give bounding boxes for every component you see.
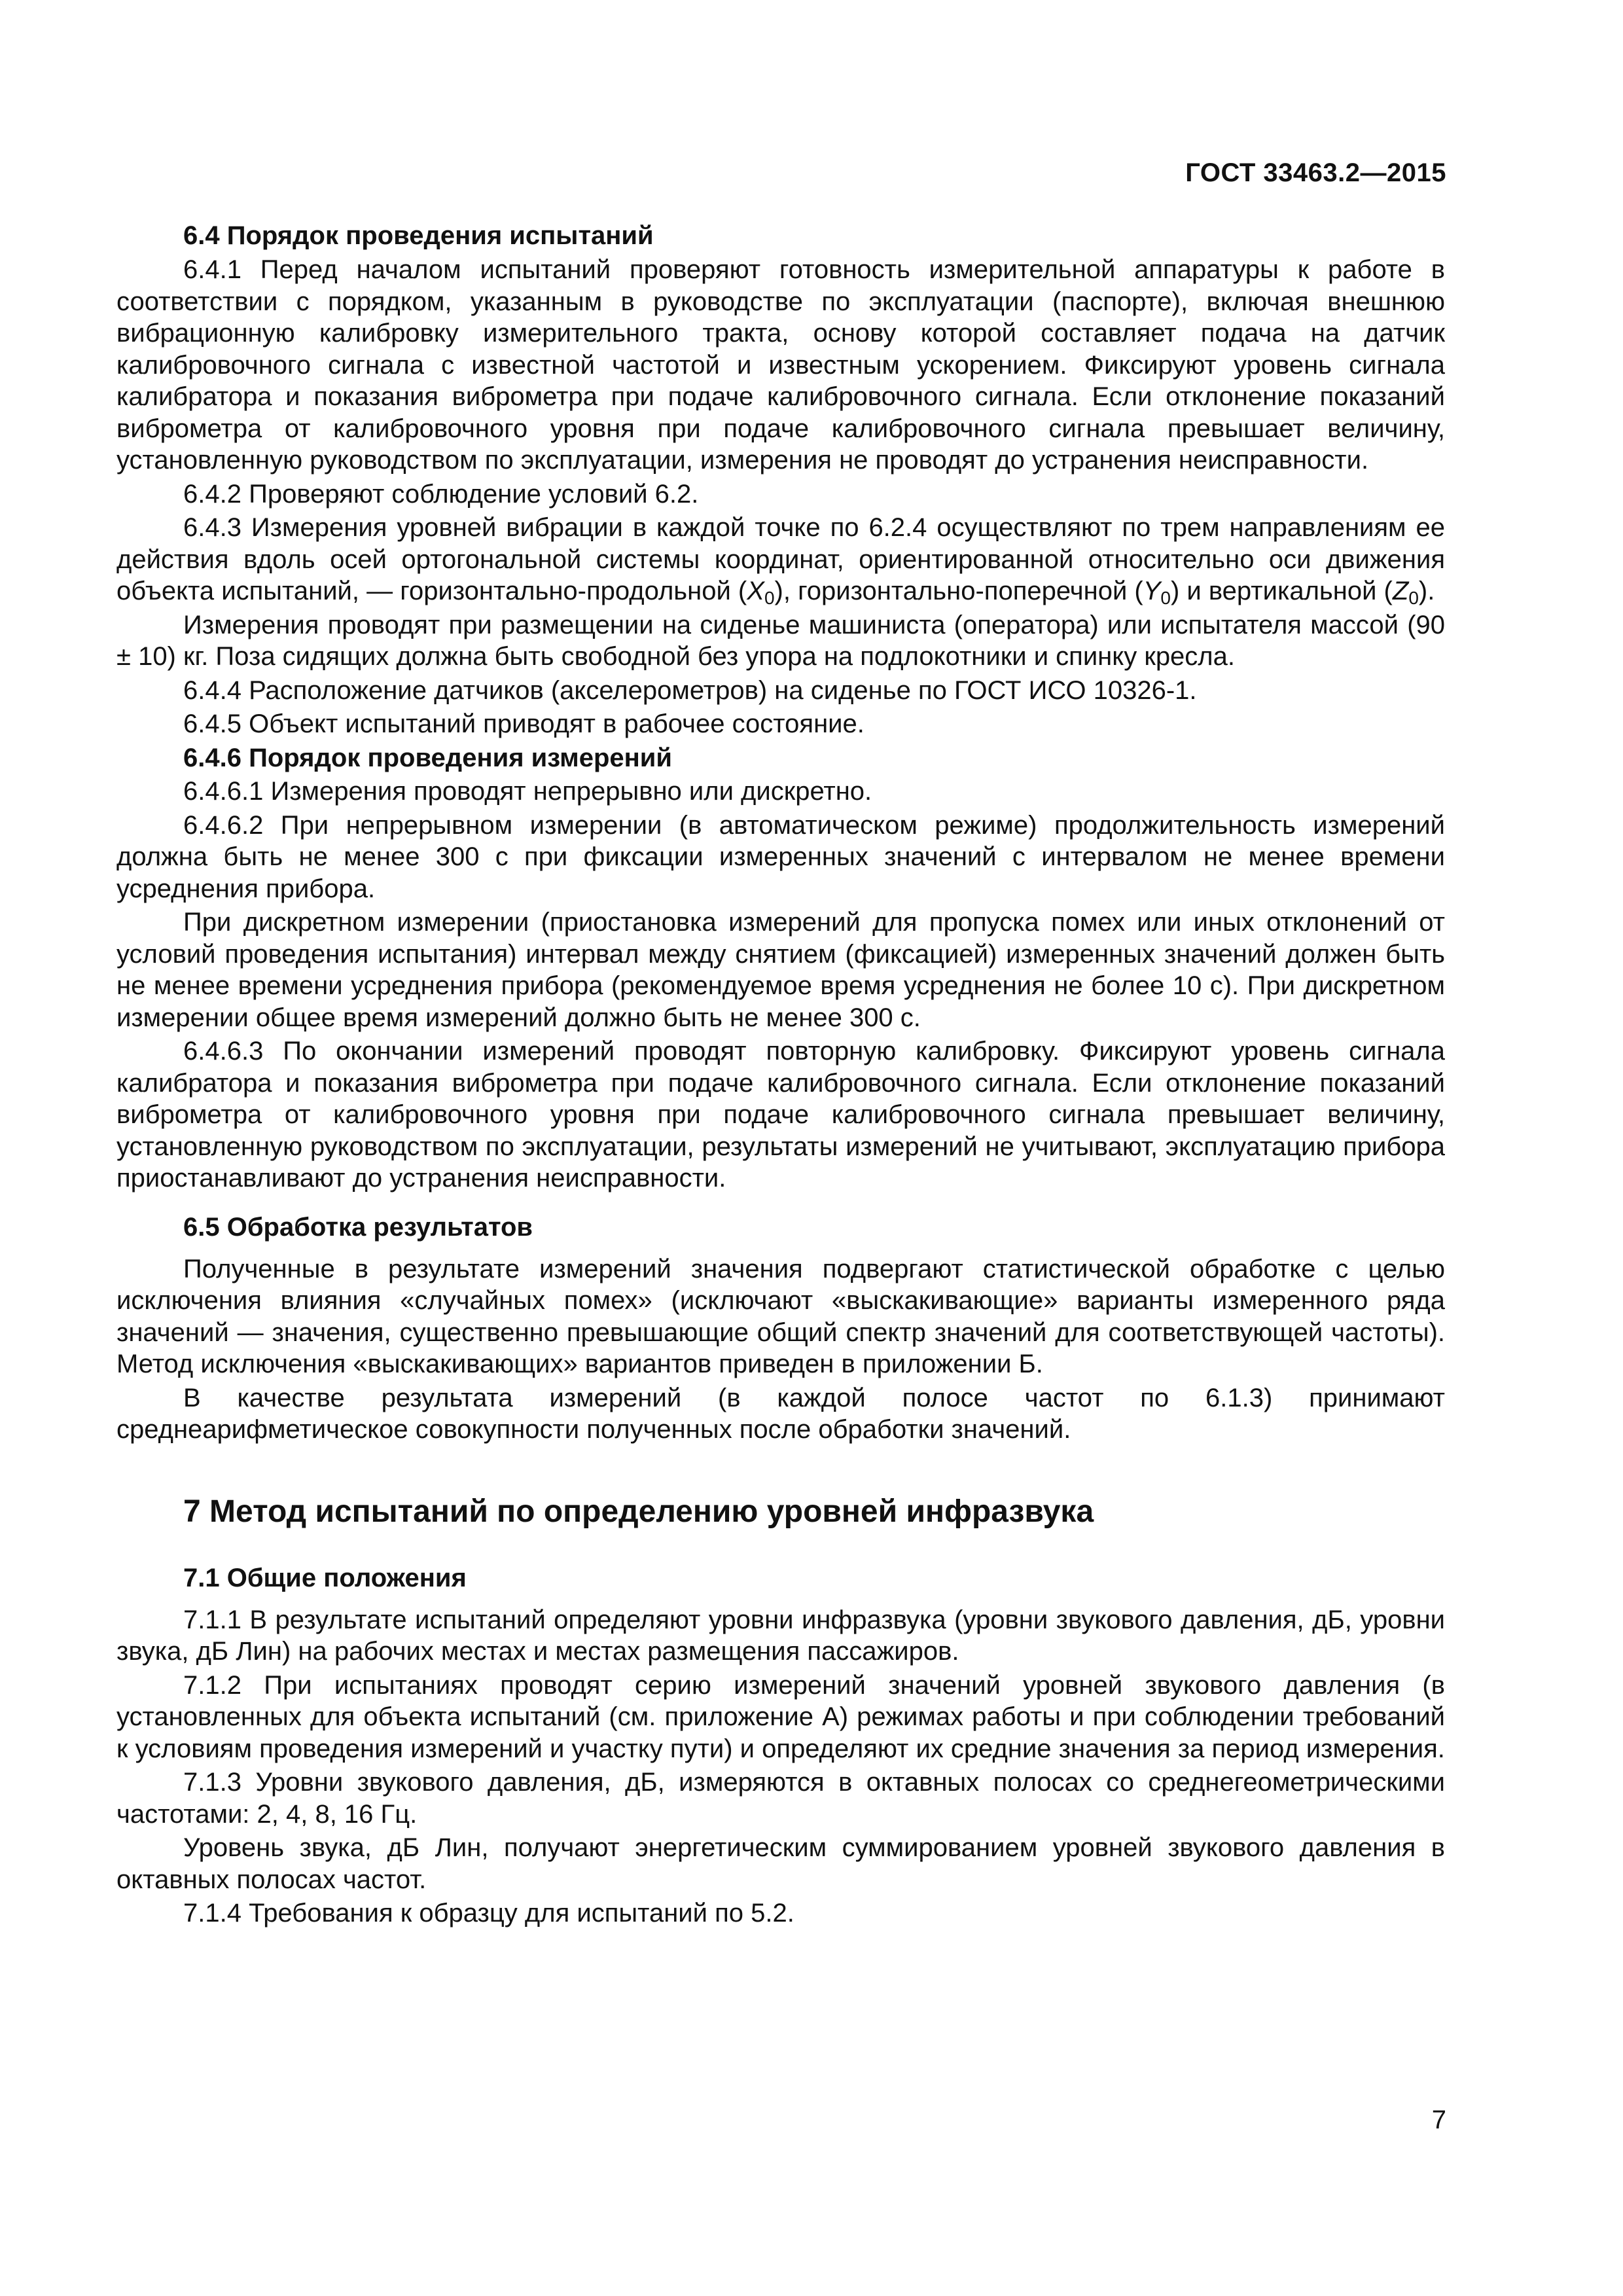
paragraph-6-5-result: В качестве результата измерений (в каждой полосе частот по 6.1.3) принимают среднеарифметическое совокупности полученных после обработки значений. [116, 1383, 1445, 1444]
paragraph-6-4-1: 6.4.1 Перед началом испытаний проверяют готовность измерительной аппаратуры к работе в соответствии с порядком, указанным в руководстве по эксплуатации (паспорте), включая внешнюю вибрационную калибровку измерительного тракта, основу которой составляет подача на датчик калибровочного сигнала с известной частотой и известным ускорением. Фиксируют уровень сигнала калибратора и показания виброметра при подаче калибровочного сигнала. Если отклонение показаний виброметра от калибровочного уровня при подаче калибровочного сигнала превышает величину, установленную руководством по эксплуатации, измерения не проводят до устранения неисправности. [116, 255, 1445, 475]
section-6-4-heading: 6.4 Порядок проведения испытаний [183, 221, 654, 250]
paragraph-6-4-2: 6.4.2 Проверяют соблюдение условий 6.2. [183, 479, 699, 509]
section-7-1-heading: 7.1 Общие положения [183, 1563, 467, 1592]
paragraph-7-1-3: 7.1.3 Уровни звукового давления, дБ, измеряются в октавных полосах со среднегеометрическими частотами: 2, 4, 8, 16 Гц. [116, 1768, 1445, 1829]
paragraph-7-1-1: 7.1.1 В результате испытаний определяют уровни инфразвука (уровни звукового давления, дБ, уровни звука, дБ Лин) на рабочих местах и местах размещения пассажиров. [116, 1605, 1445, 1666]
paragraph-6-4-3-mass: Измерения проводят при размещении на сиденье машиниста (оператора) или испытателя массой (90 ± 10) кг. Поза сидящих должна быть свободной без упора на подлокотники и спинку кресла. [116, 610, 1445, 671]
section-6-5-heading: 6.5 Обработка результатов [183, 1212, 533, 1242]
paragraph-6-5-processing: Полученные в результате измерений значения подвергают статистической обработке с целью исключения влияния «случайных помех» (исключают «выскакивающие» варианты измеренного ряда значений — значения, существенно превышающие общий спектр значений для соответствующей частоты). Метод исключения «выскакивающих» вариантов приведен в приложении Б. [116, 1254, 1445, 1378]
paragraph-7-1-4: 7.1.4 Требования к образцу для испытаний по 5.2. [183, 1899, 794, 1928]
section-7-heading: 7 Метод испытаний по определению уровней инфразвука [183, 1494, 1094, 1529]
paragraph-6-4-6-2: 6.4.6.2 При непрерывном измерении (в автоматическом режиме) продолжительность измерений должна быть не менее 300 с при фиксации измеренных значений с интервалом не менее времени усреднения прибора. [116, 810, 1445, 903]
page-number: 7 [1431, 2106, 1446, 2134]
paragraph-7-1-2: 7.1.2 При испытаниях проводят серию измерений значений уровней звукового давления (в установленных для объекта испытаний (см. приложение А) режимах работы и при соблюдении требований к условиям проведения измерений и участку пути) и определяют их средние значения за период измерения. [116, 1670, 1445, 1763]
paragraph-6-4-6-1: 6.4.6.1 Измерения проводят непрерывно или дискретно. [183, 777, 872, 806]
paragraph-6-4-5: 6.4.5 Объект испытаний приводят в рабочее состояние. [183, 709, 865, 738]
standard-header: ГОСТ 33463.2—2015 [1185, 158, 1446, 187]
paragraph-6-4-6-3: 6.4.6.3 По окончании измерений проводят повторную калибровку. Фиксируют уровень сигнала калибратора и показания виброметра при подаче калибровочного сигнала. Если отклонение показаний виброметра от калибровочного уровня при подаче калибровочного сигнала превышает величину, установленную руководством по эксплуатации, результаты измерений не учитывают, эксплуатацию прибора приостанавливают до устранения неисправности. [116, 1037, 1445, 1193]
paragraph-6-4-3: 6.4.3 Измерения уровней вибрации в каждой точке по 6.2.4 осуществляют по трем направлениям ее действия вдоль осей ортогональной системы координат, ориентированной относительно оси движения объекта испытаний, — горизонтально-продольной $(X_0)$, горизонтально-поперечной $(Y_0)$ и вертикальной $(Z_0)$. [116, 513, 1445, 608]
paragraph-6-4-4: 6.4.4 Расположение датчиков (акселерометров) на сиденье по ГОСТ ИСО 10326-1. [183, 675, 1197, 705]
section-6-4-6-heading: 6.4.6 Порядок проведения измерений [183, 743, 672, 772]
paragraph-7-1-3-sound-level: Уровень звука, дБ Лин, получают энергетическим суммированием уровней звукового давления в октавных полосах частот. [116, 1833, 1445, 1894]
paragraph-6-4-6-2-discrete: При дискретном измерении (приостановка измерений для пропуска помех или иных отклонений от условий проведения испытания) интервал между снятием (фиксацией) измеренных значений должен быть не менее времени усреднения прибора (рекомендуемое время усреднения не более 10 с). При дискретном измерении общее время измерений должно быть не менее 300 с. [116, 908, 1445, 1032]
document-body [116, 220, 1445, 1931]
